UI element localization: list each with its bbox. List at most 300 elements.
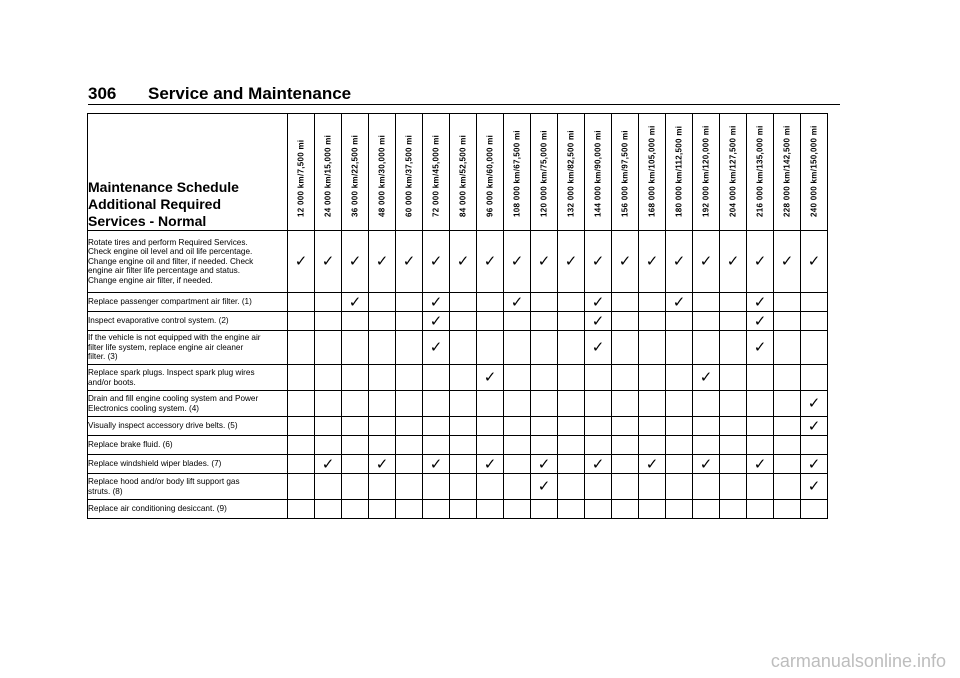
check-mark-icon: ✓ <box>774 231 801 293</box>
interval-column-header <box>369 114 396 231</box>
empty-cell <box>342 474 369 500</box>
check-mark-icon: ✓ <box>693 455 720 474</box>
empty-cell <box>369 365 396 391</box>
empty-cell <box>693 312 720 331</box>
empty-cell <box>369 417 396 436</box>
empty-cell <box>720 436 747 455</box>
empty-cell <box>558 391 585 417</box>
empty-cell <box>801 365 828 391</box>
empty-cell <box>612 293 639 312</box>
empty-cell <box>342 391 369 417</box>
empty-cell <box>774 474 801 500</box>
service-description-line: Replace spark plugs. Inspect spark plug wires <box>88 368 255 378</box>
table-row <box>88 293 828 312</box>
interval-label: 240 000 km/150,000 mi <box>809 125 819 217</box>
empty-cell <box>558 455 585 474</box>
empty-cell <box>801 436 828 455</box>
check-mark-icon: ✓ <box>612 231 639 293</box>
service-description-line: Visually inspect accessory drive belts. (5) <box>88 421 238 431</box>
empty-cell <box>477 312 504 331</box>
empty-cell <box>477 500 504 519</box>
empty-cell <box>585 436 612 455</box>
empty-cell <box>612 365 639 391</box>
service-description <box>88 436 288 455</box>
interval-label: 12 000 km/7,500 mi <box>296 139 306 217</box>
empty-cell <box>666 417 693 436</box>
empty-cell <box>396 312 423 331</box>
empty-cell <box>639 436 666 455</box>
service-description-line: filter. (3) <box>88 352 118 362</box>
empty-cell <box>585 365 612 391</box>
check-mark-icon: ✓ <box>477 455 504 474</box>
empty-cell <box>477 293 504 312</box>
check-mark-icon: ✓ <box>585 455 612 474</box>
empty-cell <box>693 293 720 312</box>
check-mark-icon: ✓ <box>504 293 531 312</box>
check-mark-icon: ✓ <box>747 312 774 331</box>
empty-cell <box>558 365 585 391</box>
empty-cell <box>720 500 747 519</box>
check-mark-icon: ✓ <box>801 231 828 293</box>
check-mark-icon: ✓ <box>531 455 558 474</box>
empty-cell <box>477 331 504 365</box>
service-description-line: Replace hood and/or body lift support gas <box>88 477 240 487</box>
service-description-line: struts. (8) <box>88 486 123 496</box>
check-mark-icon: ✓ <box>342 293 369 312</box>
empty-cell <box>639 293 666 312</box>
empty-cell <box>288 474 315 500</box>
check-mark-icon: ✓ <box>801 417 828 436</box>
table-header-row <box>88 114 828 231</box>
empty-cell <box>558 417 585 436</box>
check-mark-icon: ✓ <box>396 231 423 293</box>
empty-cell <box>423 365 450 391</box>
empty-cell <box>315 312 342 331</box>
check-mark-icon: ✓ <box>693 365 720 391</box>
service-description <box>88 331 288 365</box>
empty-cell <box>423 436 450 455</box>
interval-label: 132 000 km/82,500 mi <box>566 130 576 217</box>
empty-cell <box>423 474 450 500</box>
check-mark-icon: ✓ <box>693 231 720 293</box>
empty-cell <box>720 365 747 391</box>
empty-cell <box>531 436 558 455</box>
empty-cell <box>342 417 369 436</box>
empty-cell <box>774 417 801 436</box>
page-header <box>88 84 840 105</box>
empty-cell <box>693 436 720 455</box>
empty-cell <box>693 331 720 365</box>
empty-cell <box>450 293 477 312</box>
empty-cell <box>585 474 612 500</box>
empty-cell <box>666 500 693 519</box>
check-mark-icon: ✓ <box>423 293 450 312</box>
check-mark-icon: ✓ <box>747 455 774 474</box>
table-row <box>88 455 828 474</box>
empty-cell <box>288 436 315 455</box>
interval-column-header <box>801 114 828 231</box>
empty-cell <box>531 365 558 391</box>
empty-cell <box>531 417 558 436</box>
check-mark-icon: ✓ <box>423 312 450 331</box>
service-description-line: Replace air conditioning desiccant. (9) <box>88 504 227 514</box>
empty-cell <box>288 331 315 365</box>
check-mark-icon: ✓ <box>288 231 315 293</box>
interval-label: 36 000 km/22,500 mi <box>350 134 360 217</box>
check-mark-icon: ✓ <box>342 231 369 293</box>
empty-cell <box>720 331 747 365</box>
page-number: 306 <box>88 84 117 103</box>
empty-cell <box>315 474 342 500</box>
empty-cell <box>585 417 612 436</box>
empty-cell <box>423 500 450 519</box>
check-mark-icon: ✓ <box>801 391 828 417</box>
empty-cell <box>801 331 828 365</box>
table-row <box>88 474 828 500</box>
check-mark-icon: ✓ <box>423 331 450 365</box>
service-description-line: filter life system, replace engine air cleaner <box>88 342 244 352</box>
interval-label: 60 000 km/37,500 mi <box>404 134 414 217</box>
empty-cell <box>369 500 396 519</box>
empty-cell <box>396 391 423 417</box>
interval-column-header <box>423 114 450 231</box>
check-mark-icon: ✓ <box>639 231 666 293</box>
interval-column-header <box>396 114 423 231</box>
check-mark-icon: ✓ <box>558 231 585 293</box>
empty-cell <box>531 500 558 519</box>
empty-cell <box>666 474 693 500</box>
empty-cell <box>693 500 720 519</box>
empty-cell <box>315 331 342 365</box>
service-description <box>88 417 288 436</box>
table-row <box>88 231 828 293</box>
table-row <box>88 417 828 436</box>
empty-cell <box>315 391 342 417</box>
empty-cell <box>477 417 504 436</box>
empty-cell <box>342 455 369 474</box>
empty-cell <box>612 331 639 365</box>
empty-cell <box>477 436 504 455</box>
empty-cell <box>612 312 639 331</box>
empty-cell <box>396 293 423 312</box>
empty-cell <box>666 331 693 365</box>
empty-cell <box>639 417 666 436</box>
empty-cell <box>774 455 801 474</box>
empty-cell <box>288 365 315 391</box>
interval-column-header <box>558 114 585 231</box>
interval-column-header <box>693 114 720 231</box>
empty-cell <box>747 391 774 417</box>
interval-label: 48 000 km/30,000 mi <box>377 134 387 217</box>
empty-cell <box>774 391 801 417</box>
service-description <box>88 293 288 312</box>
empty-cell <box>720 417 747 436</box>
interval-column-header <box>315 114 342 231</box>
empty-cell <box>720 474 747 500</box>
empty-cell <box>342 436 369 455</box>
interval-column-header <box>720 114 747 231</box>
empty-cell <box>369 391 396 417</box>
empty-cell <box>666 455 693 474</box>
empty-cell <box>531 331 558 365</box>
empty-cell <box>450 391 477 417</box>
service-description <box>88 455 288 474</box>
empty-cell <box>639 500 666 519</box>
empty-cell <box>423 417 450 436</box>
interval-label: 24 000 km/15,000 mi <box>323 134 333 217</box>
empty-cell <box>450 474 477 500</box>
check-mark-icon: ✓ <box>315 455 342 474</box>
empty-cell <box>666 391 693 417</box>
empty-cell <box>639 391 666 417</box>
service-description-line: Replace brake fluid. (6) <box>88 440 173 450</box>
check-mark-icon: ✓ <box>585 312 612 331</box>
empty-cell <box>504 331 531 365</box>
interval-label: 228 000 km/142,500 mi <box>782 125 792 217</box>
service-description-line: Drain and fill engine cooling system and Power <box>88 394 259 404</box>
empty-cell <box>342 312 369 331</box>
empty-cell <box>639 365 666 391</box>
check-mark-icon: ✓ <box>477 231 504 293</box>
check-mark-icon: ✓ <box>504 231 531 293</box>
empty-cell <box>396 455 423 474</box>
empty-cell <box>288 455 315 474</box>
interval-label: 216 000 km/135,000 mi <box>755 125 765 217</box>
empty-cell <box>801 312 828 331</box>
interval-label: 204 000 km/127,500 mi <box>728 125 738 217</box>
empty-cell <box>747 474 774 500</box>
service-description <box>88 312 288 331</box>
interval-column-header <box>666 114 693 231</box>
empty-cell <box>693 391 720 417</box>
table-row <box>88 331 828 365</box>
interval-column-header <box>288 114 315 231</box>
check-mark-icon: ✓ <box>720 231 747 293</box>
table-row <box>88 500 828 519</box>
interval-column-header <box>747 114 774 231</box>
check-mark-icon: ✓ <box>423 455 450 474</box>
empty-cell <box>774 436 801 455</box>
empty-cell <box>423 391 450 417</box>
check-mark-icon: ✓ <box>450 231 477 293</box>
service-description <box>88 231 288 293</box>
watermark: carmanualsonline.info <box>770 651 946 671</box>
interval-column-header <box>504 114 531 231</box>
empty-cell <box>504 436 531 455</box>
empty-cell <box>612 391 639 417</box>
empty-cell <box>450 417 477 436</box>
check-mark-icon: ✓ <box>423 231 450 293</box>
interval-label: 180 000 km/112,500 mi <box>674 125 684 217</box>
empty-cell <box>666 312 693 331</box>
service-description-line: Replace passenger compartment air filter. (1) <box>88 297 252 307</box>
check-mark-icon: ✓ <box>801 474 828 500</box>
empty-cell <box>288 500 315 519</box>
empty-cell <box>558 500 585 519</box>
empty-cell <box>504 365 531 391</box>
interval-column-header <box>639 114 666 231</box>
maintenance-schedule-table <box>87 113 828 519</box>
empty-cell <box>747 365 774 391</box>
empty-cell <box>774 312 801 331</box>
empty-cell <box>369 293 396 312</box>
interval-column-header <box>342 114 369 231</box>
empty-cell <box>612 455 639 474</box>
empty-cell <box>477 474 504 500</box>
table-row <box>88 365 828 391</box>
interval-column-header <box>477 114 504 231</box>
check-mark-icon: ✓ <box>666 293 693 312</box>
check-mark-icon: ✓ <box>801 455 828 474</box>
check-mark-icon: ✓ <box>747 293 774 312</box>
empty-cell <box>396 474 423 500</box>
service-description-line: engine air filter life percentage and status. <box>88 266 241 276</box>
empty-cell <box>585 391 612 417</box>
empty-cell <box>693 417 720 436</box>
empty-cell <box>342 500 369 519</box>
service-description-line: Electronics cooling system. (4) <box>88 403 200 413</box>
service-description <box>88 391 288 417</box>
empty-cell <box>639 312 666 331</box>
empty-cell <box>315 293 342 312</box>
service-description <box>88 474 288 500</box>
empty-cell <box>612 436 639 455</box>
interval-label: 108 000 km/67,500 mi <box>512 130 522 217</box>
empty-cell <box>450 365 477 391</box>
empty-cell <box>693 474 720 500</box>
check-mark-icon: ✓ <box>666 231 693 293</box>
check-mark-icon: ✓ <box>531 231 558 293</box>
empty-cell <box>558 312 585 331</box>
table-row <box>88 391 828 417</box>
empty-cell <box>720 312 747 331</box>
empty-cell <box>774 365 801 391</box>
empty-cell <box>369 331 396 365</box>
check-mark-icon: ✓ <box>369 455 396 474</box>
service-description-line: and/or boots. <box>88 377 136 387</box>
empty-cell <box>639 474 666 500</box>
check-mark-icon: ✓ <box>747 231 774 293</box>
interval-label: 144 000 km/90,000 mi <box>593 130 603 217</box>
interval-column-header <box>450 114 477 231</box>
empty-cell <box>396 500 423 519</box>
check-mark-icon: ✓ <box>747 331 774 365</box>
empty-cell <box>558 474 585 500</box>
interval-column-header <box>531 114 558 231</box>
check-mark-icon: ✓ <box>585 331 612 365</box>
empty-cell <box>288 293 315 312</box>
check-mark-icon: ✓ <box>639 455 666 474</box>
empty-cell <box>720 293 747 312</box>
empty-cell <box>747 436 774 455</box>
empty-cell <box>612 474 639 500</box>
empty-cell <box>558 436 585 455</box>
empty-cell <box>369 474 396 500</box>
service-description-line: If the vehicle is not equipped with the engine air <box>88 333 261 343</box>
interval-label: 120 000 km/75,000 mi <box>539 130 549 217</box>
empty-cell <box>504 474 531 500</box>
empty-cell <box>531 293 558 312</box>
interval-label: 96 000 km/60,000 mi <box>485 134 495 217</box>
section-title: Service and Maintenance <box>148 84 352 103</box>
service-description-line: Check engine oil level and oil life percentage. <box>88 247 253 257</box>
check-mark-icon: ✓ <box>315 231 342 293</box>
empty-cell <box>396 331 423 365</box>
interval-column-header <box>585 114 612 231</box>
empty-cell <box>315 417 342 436</box>
empty-cell <box>396 436 423 455</box>
empty-cell <box>612 500 639 519</box>
interval-label: 168 000 km/105,000 mi <box>647 125 657 217</box>
empty-cell <box>450 331 477 365</box>
table-row <box>88 312 828 331</box>
service-description-line: Replace windshield wiper blades. (7) <box>88 459 222 469</box>
empty-cell <box>450 436 477 455</box>
check-mark-icon: ✓ <box>585 231 612 293</box>
empty-cell <box>288 391 315 417</box>
empty-cell <box>747 500 774 519</box>
empty-cell <box>720 455 747 474</box>
table-title-line-3: Services - Normal <box>88 213 207 229</box>
empty-cell <box>639 331 666 365</box>
service-description-line: Change engine air filter, if needed. <box>88 275 213 285</box>
empty-cell <box>558 293 585 312</box>
empty-cell <box>774 293 801 312</box>
empty-cell <box>774 500 801 519</box>
empty-cell <box>396 417 423 436</box>
empty-cell <box>315 436 342 455</box>
empty-cell <box>504 312 531 331</box>
empty-cell <box>720 391 747 417</box>
empty-cell <box>288 417 315 436</box>
empty-cell <box>504 391 531 417</box>
empty-cell <box>369 436 396 455</box>
service-description-line: Rotate tires and perform Required Services. <box>88 237 248 247</box>
check-mark-icon: ✓ <box>531 474 558 500</box>
empty-cell <box>396 365 423 391</box>
empty-cell <box>801 293 828 312</box>
empty-cell <box>612 417 639 436</box>
service-description <box>88 365 288 391</box>
empty-cell <box>288 312 315 331</box>
empty-cell <box>450 312 477 331</box>
empty-cell <box>531 391 558 417</box>
empty-cell <box>477 391 504 417</box>
empty-cell <box>504 500 531 519</box>
table-title-line-2: Additional Required <box>88 196 221 212</box>
service-description <box>88 500 288 519</box>
interval-label: 84 000 km/52,500 mi <box>458 134 468 217</box>
empty-cell <box>666 436 693 455</box>
interval-label: 72 000 km/45,000 mi <box>431 134 441 217</box>
empty-cell <box>315 365 342 391</box>
empty-cell <box>369 312 396 331</box>
check-mark-icon: ✓ <box>585 293 612 312</box>
interval-column-header <box>774 114 801 231</box>
table-title-line-1: Maintenance Schedule <box>88 179 239 195</box>
service-description-line: Change engine oil and filter, if needed. Check <box>88 256 254 266</box>
service-description-line: Inspect evaporative control system. (2) <box>88 316 229 326</box>
empty-cell <box>558 331 585 365</box>
empty-cell <box>531 312 558 331</box>
empty-cell <box>504 455 531 474</box>
interval-column-header <box>612 114 639 231</box>
check-mark-icon: ✓ <box>369 231 396 293</box>
empty-cell <box>585 500 612 519</box>
empty-cell <box>801 500 828 519</box>
table-body <box>88 231 828 519</box>
interval-label: 192 000 km/120,000 mi <box>701 125 711 217</box>
